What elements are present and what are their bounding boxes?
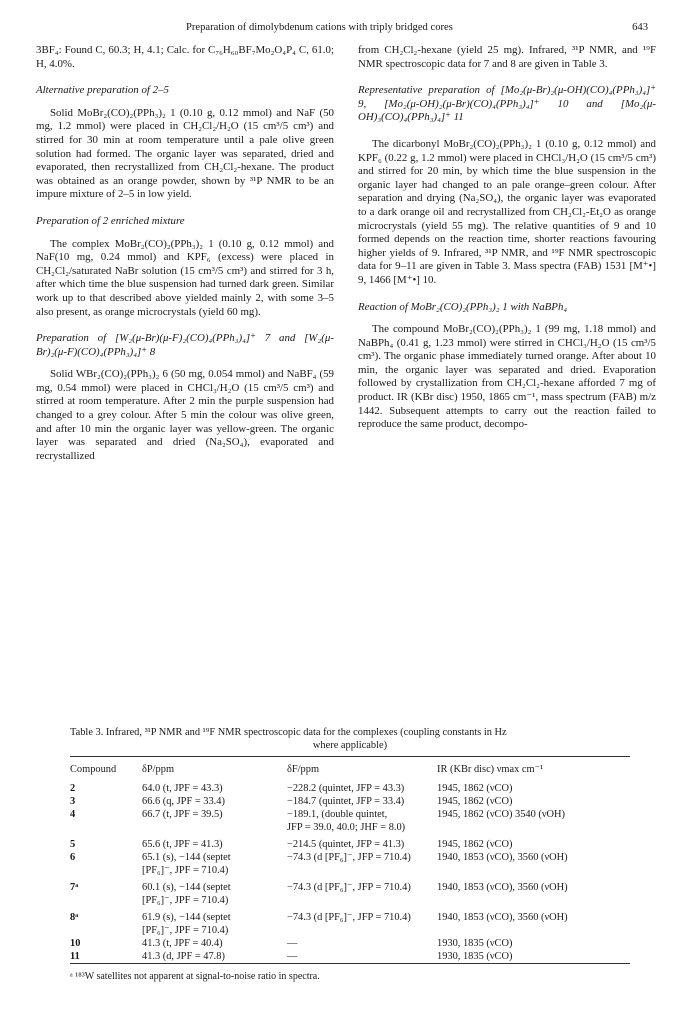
cell-compound (70, 894, 142, 907)
table-footnote: ᵃ ¹⁸³W satellites not apparent at signal-to-noise ratio in spectra. (70, 971, 320, 982)
section-heading: Alternative preparation of 2–5 (36, 84, 169, 97)
left-column (36, 44, 334, 463)
body-paragraph: The compound MoBr₂(CO)₂(PPh₃)₂ 1 (99 mg, 1.18 mmol) and NaBPh₄ (0.41 g, 1.23 mmol) were stirred in CHCl₃/H₂O (15 cm³/5 cm³). The organic phase immediately turned orange. After about 10 min, the organic layer was separated and dried. Evaporation followed by crystallization from CH₂Cl₂-hexane afforded 7 mg of product. IR (KBr disc) 1950, 1865 cm⁻¹, mass spectrum (FAB) m/z 1442. Subsequent attempts to carry out the reaction failed to reproduce the same product, decompo- (358, 323, 656, 431)
table-header-row (70, 757, 630, 782)
paragraph-spacer (36, 71, 334, 84)
cell-delta-p: [PF₆]⁻, JPF = 710.4) (142, 865, 229, 876)
cell-ir: 1940, 1853 (νCO), 3560 (νOH) (437, 852, 568, 863)
cell-delta-f (287, 864, 437, 877)
cell-ir (437, 864, 630, 877)
cell-delta-p (142, 821, 287, 834)
cell-delta-p: 64.0 (t, JPF = 43.3) (142, 783, 223, 794)
cell-delta-p: 60.1 (s), −144 (septet (142, 882, 231, 893)
table-row (70, 907, 630, 924)
section-heading: Reaction of MoBr₂(CO)₂(PPh₃)₂ 1 with NaBPh₄ (358, 300, 568, 313)
cell-delta-f: −189.1, (double quintet, (287, 809, 388, 820)
body-paragraph: 3BF₄: Found C, 60.3; H, 4.1; Calc. for C₇₆H₆₀BF₇Mo₂O₄P₄ C, 61.0; H, 4.0%. (36, 44, 334, 70)
paragraph-spacer (358, 125, 656, 138)
cell-delta-p: [PF₆]⁻, JPF = 710.4) (142, 925, 229, 936)
table-bottom-rule (70, 963, 630, 964)
table-caption (70, 726, 630, 752)
cell-delta-p: 41.3 (t, JPF = 40.4) (142, 938, 223, 949)
cell-compound: 6 (70, 852, 76, 863)
cell-delta-f (287, 894, 437, 907)
table-caption-line-1: Table 3. Infrared, ³¹P NMR and ¹⁹F NMR spectroscopic data for the complexes (coupling constants in Hz (70, 727, 507, 738)
table-row (70, 851, 630, 864)
table-body (70, 782, 630, 963)
cell-ir: 1940, 1853 (νCO), 3560 (νOH) (437, 882, 568, 893)
cell-ir (437, 894, 630, 907)
body-paragraph: The complex MoBr₂(CO)₂(PPh₃)₂ 1 (0.10 g, 0.12 mmol) and NaF(10 mg, 0.24 mmol) and KPF₆ (excess) were placed in CH₂Cl₂/saturated NaBr solution (15 cm³/5 cm³) and stirred for 3 h, after which time the blue suspension had turned dark green. Similar work up to that described above yielded mainly 2, with some 3–5 also present, as orange microcrystals (yield 60 mg). (36, 237, 334, 318)
section-heading: Representative preparation of [Mo₂(μ-Br)₂(μ-OH)(CO)₄(PPh₃)₄]⁺ 9, [Mo₂(μ-OH)₂(μ-Br)(CO)₄(PPh₃)₄]⁺ 10 and [Mo₂(μ-OH)₃(CO)₄(PPh₃)₄]⁺ 11 (358, 84, 656, 124)
cell-delta-f: −228.2 (quintet, JFP = 43.3) (287, 783, 405, 794)
cell-ir: 1945, 1862 (νCO) (437, 783, 513, 794)
cell-ir: 1945, 1862 (νCO) (437, 796, 513, 807)
cell-delta-p: 41.3 (d, JPF = 47.8) (142, 951, 225, 962)
cell-compound: 8ᵃ (70, 912, 79, 923)
column-header-delta-f: δF/ppm (287, 764, 320, 775)
cell-compound: 11 (70, 951, 80, 962)
cell-delta-f: JFP = 39.0, 40.0; JHF = 8.0) (287, 822, 406, 833)
body-paragraph: from CH₂Cl₂-hexane (yield 25 mg). Infrared, ³¹P NMR, and ¹⁹F NMR spectroscopic data for 7 and 8 are given in Table 3. (358, 44, 656, 70)
table-row (70, 924, 630, 937)
running-head-title: Preparation of dimolybdenum cations with triply bridged cores (186, 22, 453, 33)
cell-delta-f: — (287, 951, 298, 962)
cell-compound: 7ᵃ (70, 882, 79, 893)
cell-compound: 10 (70, 938, 81, 949)
paragraph-spacer (358, 314, 656, 323)
cell-delta-p: 65.1 (s), −144 (septet (142, 852, 231, 863)
cell-delta-f: −214.5 (quintet, JFP = 41.3) (287, 839, 405, 850)
table-row (70, 864, 630, 877)
table-row (70, 795, 630, 808)
table-row (70, 937, 630, 950)
cell-delta-p: 66.6 (q, JPF = 33.4) (142, 796, 225, 807)
cell-delta-p: 66.7 (t, JPF = 39.5) (142, 809, 223, 820)
cell-delta-p: 61.9 (s), −144 (septet (142, 912, 231, 923)
right-column (358, 44, 656, 432)
paragraph-spacer (358, 71, 656, 84)
table-row (70, 950, 630, 963)
spectroscopic-data-table (70, 757, 630, 963)
paragraph-spacer (36, 98, 334, 107)
body-paragraph: Solid MoBr₂(CO)₂(PPh₃)₂ 1 (0.10 g, 0.12 mmol) and NaF (50 mg, 1.2 mmol) were placed in CH₂Cl₂/H₂O (15 cm³/5 cm³) and stirred for 30 min at room temperature until a pale olive green solution had formed. The organic layer was separated, dried and evaporated, then recrystallized from CH₂Cl₂-hexane. The product was obtained as an orange powder, shown by ³¹P NMR to be an impure mixture of 2–5 in low yield. (36, 106, 334, 201)
body-paragraph: Solid WBr₂(CO)₂(PPh₃)₂ 6 (50 mg, 0.054 mmol) and NaBF₄ (59 mg, 0.54 mmol) were placed in CHCl₃/H₂O (15 cm³/5 cm³) and stirred at room temperature. After 2 min the purple suspension had changed to a grey colour. After 5 min the colour was olive green, and after 10 min the organic layer was yellow-green. The organic layer was separated and dried (Na₂SO₄), evaporated and recrystallized (36, 368, 334, 462)
section-heading: Preparation of 2 enriched mixture (36, 214, 185, 227)
table-row (70, 877, 630, 894)
cell-ir: 1945, 1862 (νCO) (437, 839, 513, 850)
section-heading: Preparation of [W₂(μ-Br)(μ-F)₂(CO)₄(PPh₃)₄]⁺ 7 and [W₂(μ-Br)₂(μ-F)(CO)₄(PPh₃)₄]⁺ 8 (36, 332, 334, 358)
cell-ir: 1930, 1835 (νCO) (437, 938, 513, 949)
cell-ir: 1940, 1853 (νCO), 3560 (νOH) (437, 912, 568, 923)
cell-compound (70, 821, 142, 834)
paragraph-spacer (36, 359, 334, 368)
cell-ir (437, 821, 630, 834)
table-row (70, 782, 630, 795)
cell-delta-p: 65.6 (t, JPF = 41.3) (142, 839, 223, 850)
cell-compound: 5 (70, 839, 76, 850)
cell-delta-f: — (287, 938, 298, 949)
paragraph-spacer (36, 319, 334, 332)
cell-compound: 4 (70, 809, 76, 820)
table-row (70, 834, 630, 851)
table-caption-line-2: where applicable) (312, 740, 388, 751)
table-row (70, 808, 630, 821)
cell-ir (437, 924, 630, 937)
column-header-delta-p: δP/ppm (142, 764, 175, 775)
running-head (36, 22, 656, 38)
cell-delta-f: −74.3 (d [PF₆]⁻, JFP = 710.4) (287, 912, 411, 923)
cell-delta-f (287, 924, 437, 937)
cell-compound (70, 924, 142, 937)
cell-delta-f: −74.3 (d [PF₆]⁻, JFP = 710.4) (287, 882, 411, 893)
table-3 (70, 726, 630, 993)
cell-delta-f: −184.7 (quintet, JFP = 33.4) (287, 796, 405, 807)
paragraph-spacer (358, 288, 656, 301)
cell-ir: 1945, 1862 (νCO) 3540 (νOH) (437, 809, 566, 820)
cell-compound: 2 (70, 783, 76, 794)
column-header-ir: IR (KBr disc) νmax cm⁻¹ (437, 764, 544, 775)
table-row (70, 821, 630, 834)
cell-compound: 3 (70, 796, 76, 807)
page-number: 643 (632, 22, 648, 33)
table-row (70, 894, 630, 907)
column-header-compound: Compound (70, 764, 117, 775)
cell-ir: 1930, 1835 (νCO) (437, 951, 513, 962)
cell-delta-p: [PF₆]⁻, JPF = 710.4) (142, 895, 229, 906)
paragraph-spacer (36, 202, 334, 215)
cell-delta-f: −74.3 (d [PF₆]⁻, JFP = 710.4) (287, 852, 411, 863)
body-paragraph: The dicarbonyl MoBr₂(CO)₂(PPh₃)₂ 1 (0.10 g, 0.12 mmol) and KPF₆ (0.22 g, 1.2 mmol) were placed in CHCl₃/H₂O (15 cm³/5 cm³) and stirred for 20 min, by which time the blue suspension in the organic layer had changed to an pale orange–green colour. After separation and drying (Na₂SO₄), the organic layer was evaporated to a dark orange oil and recrystallized from CH₂Cl₂-Et₂O as orange microcrystals (yield 55 mg). The relative quantities of 9 and 10 formed depends on the reaction time, shorter reactions favouring higher yields of 9. Infrared, ³¹P NMR, and ¹⁹F NMR spectroscopic data for 9–11 are given in Table 3. Mass spectra (FAB) 1531 [M⁺•] 9, 1466 [M⁺•] 10. (358, 137, 656, 286)
cell-compound (70, 864, 142, 877)
paragraph-spacer (36, 229, 334, 238)
